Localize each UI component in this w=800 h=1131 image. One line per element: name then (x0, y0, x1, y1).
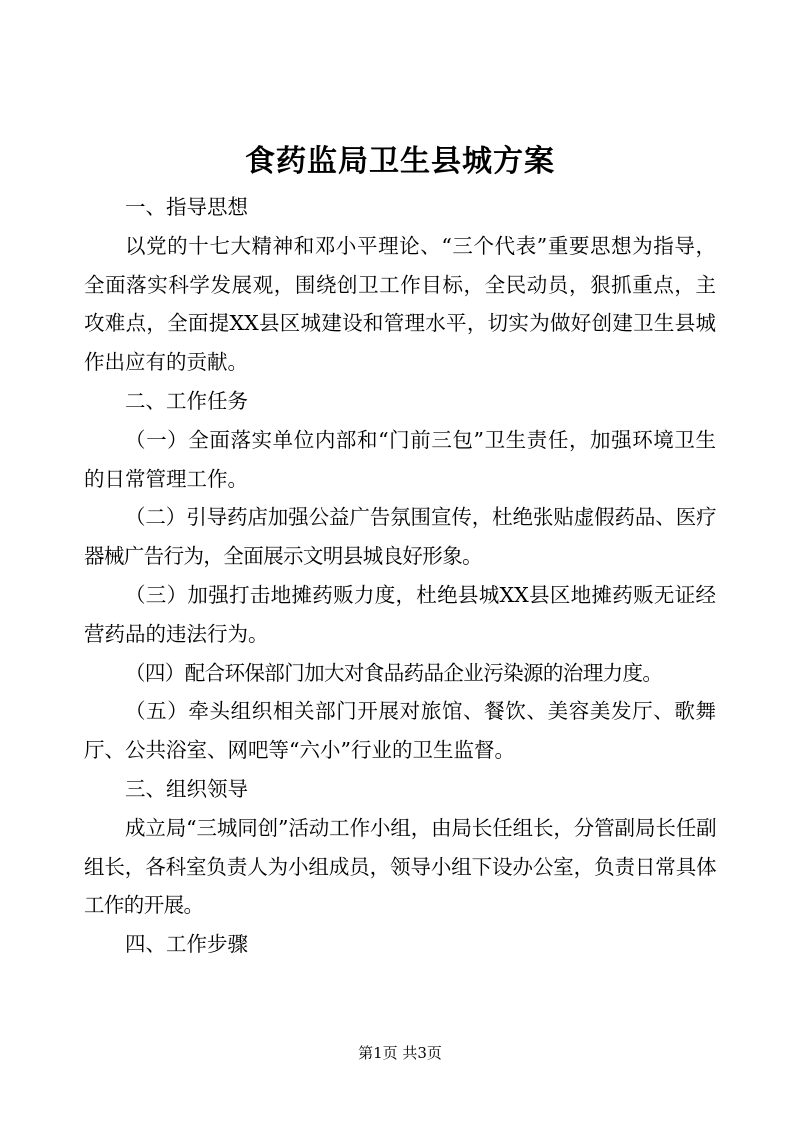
page-number-footer: 第1页 共3页 (358, 1044, 442, 1062)
paragraph-guiding-thought: 以党的十七大精神和邓小平理论、“三个代表”重要思想为指导，全面落实科学发展观，围绕创卫工作目标，全民动员，狠抓重点，主攻难点，全面提XX县区城建设和管理水平，切实为做好创建卫生县城作出应有的贡献。 (84, 233, 716, 375)
heading-guiding-thought: 一、指导思想 (125, 195, 248, 219)
paragraph-task-4: （四）配合环保部门加大对食品药品企业污染源的治理力度。 (125, 660, 663, 685)
paragraph-task-2: （二）引导药店加强公益广告氛围宣传，杜绝张贴虚假药品、医疗器械广告行为，全面展示文明县城良好形象。 (84, 505, 716, 569)
document-body (84, 188, 716, 964)
document-title: 食药监局卫生县城方案 (245, 144, 555, 179)
heading-organization: 三、组织领导 (125, 776, 248, 801)
paragraph-organization: 成立局“三城同创”活动工作小组，由局长任组长，分管副局长任副组长，各科室负责人为小组成员，领导小组下设办公室，负责日常具体工作的开展。 (84, 815, 716, 918)
heading-work-steps: 四、工作步骤 (125, 932, 248, 957)
heading-work-tasks: 二、工作任务 (125, 388, 248, 413)
paragraph-task-1: （一）全面落实单位内部和“门前三包”卫生责任，加强环境卫生的日常管理工作。 (84, 427, 716, 491)
paragraph-task-5: （五）牵头组织相关部门开展对旅馆、餐饮、美容美发厅、歌舞厅、公共浴室、网吧等“六小”行业的卫生监督。 (84, 699, 716, 763)
paragraph-task-3: （三）加强打击地摊药贩力度，杜绝县城XX县区地摊药贩无证经营药品的违法行为。 (84, 582, 716, 646)
